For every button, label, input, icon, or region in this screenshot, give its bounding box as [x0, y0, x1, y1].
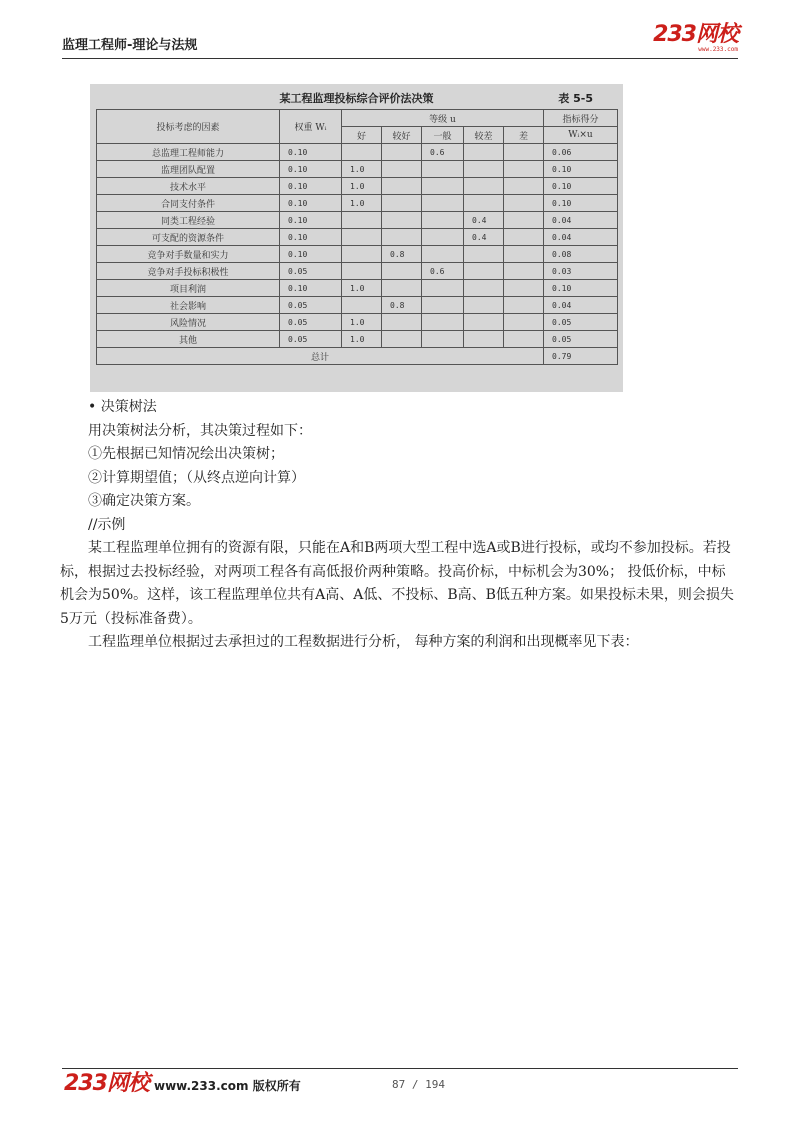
footer-copyright: www.233.com 版权所有	[154, 1079, 301, 1093]
example-paragraph: 某工程监理单位拥有的资源有限，只能在A和B两项大型工程中选A或B进行投标，或均不参加投标。若投标，根据过去投标经验，对两项工程各有高低报价两种策略。投高价标，中标机会为30%； 投低价标，中标机会为50%。这样，该工程监理单位共有A高、A低、不投标、B高、B低五种方案。如果投标未果，则会损失5万元（投标准备费）。	[60, 540, 734, 627]
grade-cell	[422, 229, 464, 246]
grade-cell: 1.0	[342, 161, 382, 178]
table-row	[97, 161, 618, 178]
factor-cell: 竞争对手数量和实力	[97, 246, 280, 263]
score-cell: 0.03	[544, 263, 618, 280]
factor-cell: 监理团队配置	[97, 161, 280, 178]
grade-cell	[464, 195, 504, 212]
header-grade-level: 一般	[422, 127, 464, 144]
table-row	[97, 229, 618, 246]
weight-cell: 0.10	[280, 246, 342, 263]
grade-cell: 1.0	[342, 331, 382, 348]
score-cell: 0.05	[544, 331, 618, 348]
header-grade-level: 差	[504, 127, 544, 144]
header-grade-level: 好	[342, 127, 382, 144]
table-title: 某工程监理投标综合评价法决策	[279, 92, 434, 105]
weight-cell: 0.10	[280, 178, 342, 195]
grade-cell: 0.6	[422, 263, 464, 280]
grade-cell	[422, 280, 464, 297]
weight-cell: 0.10	[280, 212, 342, 229]
grade-cell	[342, 246, 382, 263]
table-row	[97, 331, 618, 348]
grade-cell	[504, 280, 544, 297]
grade-cell: 1.0	[342, 178, 382, 195]
grade-cell	[464, 314, 504, 331]
grade-cell	[504, 178, 544, 195]
weight-cell: 0.10	[280, 144, 342, 161]
factor-cell: 技术水平	[97, 178, 280, 195]
weight-cell: 0.10	[280, 195, 342, 212]
grade-cell	[382, 280, 422, 297]
grade-cell	[422, 212, 464, 229]
grade-cell	[422, 195, 464, 212]
table-row	[97, 144, 618, 161]
total-label: 总计	[97, 348, 544, 365]
table-row	[97, 246, 618, 263]
weight-cell: 0.10	[280, 280, 342, 297]
grade-cell	[464, 161, 504, 178]
logo-sub-text: www.233.com	[698, 46, 738, 53]
grade-cell	[382, 161, 422, 178]
grade-cell	[382, 212, 422, 229]
table-body	[97, 144, 618, 365]
factor-cell: 可支配的资源条件	[97, 229, 280, 246]
table-row	[97, 280, 618, 297]
table-row	[97, 314, 618, 331]
footer-logo	[64, 1073, 149, 1095]
evaluation-table	[96, 109, 618, 365]
table-row	[97, 297, 618, 314]
footer-logo-text: 233网校	[64, 1071, 149, 1096]
grade-cell: 1.0	[342, 195, 382, 212]
grade-cell: 0.8	[382, 246, 422, 263]
grade-cell	[464, 246, 504, 263]
grade-cell: 0.4	[464, 212, 504, 229]
grade-cell	[382, 263, 422, 280]
table-image	[90, 84, 623, 392]
grade-cell	[342, 263, 382, 280]
factor-cell: 社会影响	[97, 297, 280, 314]
header-grade-level: 较差	[464, 127, 504, 144]
header-grade: 等级 u	[342, 110, 544, 127]
example-label: //示例	[88, 516, 126, 533]
grade-cell: 1.0	[342, 280, 382, 297]
table-number: 表 5-5	[558, 92, 593, 105]
grade-cell	[504, 144, 544, 161]
grade-cell	[422, 297, 464, 314]
table-row	[97, 195, 618, 212]
weight-cell: 0.10	[280, 229, 342, 246]
step-1: ①先根据已知情况绘出决策树；	[88, 446, 284, 462]
page-footer	[62, 1068, 738, 1099]
grade-cell	[422, 331, 464, 348]
factor-cell: 其他	[97, 331, 280, 348]
table-row	[97, 263, 618, 280]
score-cell: 0.10	[544, 161, 618, 178]
score-cell: 0.10	[544, 280, 618, 297]
grade-cell	[504, 246, 544, 263]
bullet-heading: • 决策树法	[88, 399, 157, 415]
grade-cell	[382, 195, 422, 212]
page-header	[62, 24, 738, 59]
brand-logo	[653, 24, 738, 54]
weight-cell: 0.05	[280, 263, 342, 280]
factor-cell: 项目利润	[97, 280, 280, 297]
grade-cell	[382, 314, 422, 331]
grade-cell	[504, 195, 544, 212]
grade-cell	[342, 229, 382, 246]
score-cell: 0.04	[544, 229, 618, 246]
grade-cell	[464, 263, 504, 280]
factor-cell: 总监理工程师能力	[97, 144, 280, 161]
grade-cell	[382, 331, 422, 348]
header-score: 指标得分	[544, 110, 618, 127]
header-weight: 权重 Wᵢ	[280, 110, 342, 144]
body-text	[60, 396, 738, 655]
score-cell: 0.10	[544, 195, 618, 212]
total-value: 0.79	[544, 348, 618, 365]
header-grade-level: 较好	[382, 127, 422, 144]
grade-cell	[464, 280, 504, 297]
grade-cell	[382, 144, 422, 161]
grade-cell	[504, 314, 544, 331]
score-cell: 0.10	[544, 178, 618, 195]
grade-cell	[464, 331, 504, 348]
grade-cell	[504, 161, 544, 178]
table-caption	[90, 90, 623, 110]
intro-line: 用决策树法分析，其决策过程如下：	[88, 422, 312, 439]
factor-cell: 竞争对手投标积极性	[97, 263, 280, 280]
weight-cell: 0.05	[280, 297, 342, 314]
table-row	[97, 178, 618, 195]
grade-cell	[464, 144, 504, 161]
logo-main-text: 233网校	[653, 22, 738, 47]
header-score-formula: Wᵢ×u	[544, 127, 618, 144]
factor-cell: 风险情况	[97, 314, 280, 331]
grade-cell	[464, 297, 504, 314]
grade-cell: 0.8	[382, 297, 422, 314]
grade-cell: 0.4	[464, 229, 504, 246]
total-row	[97, 348, 618, 365]
table-intro-paragraph: 工程监理单位根据过去承担过的工程数据进行分析， 每种方案的利润和出现概率见下表：	[88, 634, 639, 650]
grade-cell	[382, 229, 422, 246]
weight-cell: 0.05	[280, 314, 342, 331]
grade-cell: 1.0	[342, 314, 382, 331]
grade-cell	[422, 314, 464, 331]
factor-cell: 同类工程经验	[97, 212, 280, 229]
grade-cell	[504, 331, 544, 348]
step-3: ③确定决策方案。	[88, 493, 200, 509]
score-cell: 0.05	[544, 314, 618, 331]
grade-cell: 0.6	[422, 144, 464, 161]
score-cell: 0.04	[544, 212, 618, 229]
factor-cell: 合同支付条件	[97, 195, 280, 212]
grade-cell	[382, 178, 422, 195]
score-cell: 0.06	[544, 144, 618, 161]
grade-cell	[504, 212, 544, 229]
grade-cell	[342, 212, 382, 229]
score-cell: 0.08	[544, 246, 618, 263]
grade-cell	[422, 246, 464, 263]
table-row	[97, 212, 618, 229]
grade-cell	[422, 178, 464, 195]
grade-cell	[342, 297, 382, 314]
header-title: 监理工程师-理论与法规	[62, 38, 198, 53]
grade-cell	[342, 144, 382, 161]
grade-cell	[464, 178, 504, 195]
weight-cell: 0.05	[280, 331, 342, 348]
grade-cell	[422, 161, 464, 178]
header-factor: 投标考虑的因素	[97, 110, 280, 144]
score-cell: 0.04	[544, 297, 618, 314]
page-number: 87 / 194	[392, 1078, 445, 1091]
weight-cell: 0.10	[280, 161, 342, 178]
grade-cell	[504, 297, 544, 314]
grade-cell	[504, 229, 544, 246]
grade-cell	[504, 263, 544, 280]
step-2: ②计算期望值；（从终点逆向计算）	[88, 469, 305, 486]
